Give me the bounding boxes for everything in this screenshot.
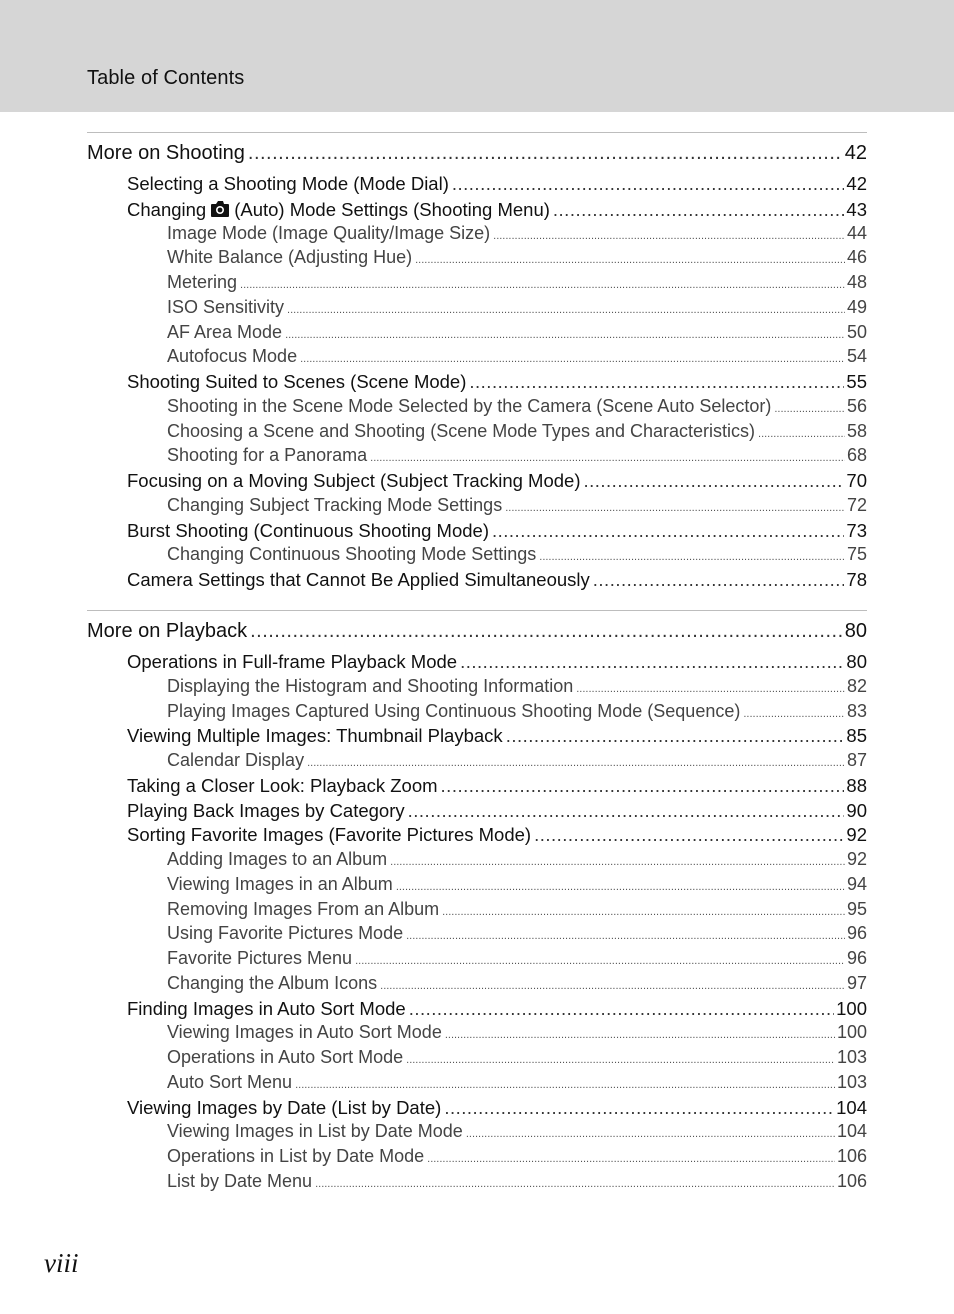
dot-leader (396, 881, 845, 893)
dot-leader (248, 142, 843, 165)
dot-leader (442, 906, 845, 918)
toc-page-number: 73 (846, 519, 867, 541)
toc-page-number: 106 (836, 1146, 867, 1166)
toc-subentry[interactable] (167, 676, 867, 697)
toc-page-number: 104 (836, 1121, 867, 1142)
dot-leader (452, 173, 845, 195)
toc-entry-text (127, 775, 438, 797)
toc-page-number: 44 (846, 222, 867, 243)
dot-leader (406, 930, 845, 942)
toc-entry-text (127, 998, 406, 1020)
dot-leader (355, 955, 845, 967)
toc-entry[interactable] (127, 824, 867, 846)
toc-entry-text (167, 1072, 292, 1093)
toc-subentry[interactable] (167, 849, 867, 870)
toc-entry[interactable] (127, 725, 867, 747)
section-divider (87, 132, 867, 133)
toc-entry-text (167, 1146, 424, 1167)
toc-page-number: 50 (846, 321, 867, 342)
toc-subentry[interactable] (167, 1072, 867, 1093)
toc-entry-label: Finding Images in Auto Sort Mode (127, 997, 406, 1019)
toc-entry-text (167, 1121, 463, 1142)
toc-subentry[interactable] (167, 322, 867, 343)
toc-entry-text (167, 948, 352, 969)
dot-leader (240, 279, 845, 291)
toc-entry[interactable] (127, 998, 867, 1020)
toc-entry-text (167, 421, 755, 442)
dot-leader (466, 1128, 835, 1140)
toc-page-number: 80 (846, 651, 867, 672)
toc-subentry[interactable] (167, 247, 867, 268)
toc-entry-text (127, 725, 503, 747)
toc-entry-text (167, 544, 536, 565)
toc-subentry[interactable] (167, 223, 867, 244)
dot-leader (287, 304, 845, 316)
dot-leader (505, 502, 845, 514)
toc-entry-text (167, 849, 387, 870)
toc-page-number: 100 (836, 997, 867, 1019)
toc-entry-label-prefix: Changing (127, 198, 207, 220)
header-band (0, 0, 954, 112)
toc-entry-text (167, 676, 573, 697)
toc-entry-text (127, 198, 550, 221)
dot-leader (300, 353, 845, 365)
toc-page-number: 75 (846, 544, 867, 565)
toc-entry-text (127, 569, 590, 591)
toc-entry-label: Calendar Display (167, 750, 305, 770)
toc-entry-text (127, 824, 531, 846)
toc-entry-text (167, 247, 412, 268)
toc-entry-label: Burst Shooting (Continuous Shooting Mode) (127, 519, 489, 541)
toc-entry-text (167, 899, 439, 920)
toc-page-number: 94 (846, 873, 867, 894)
dot-leader (427, 1153, 835, 1165)
dot-leader (445, 1029, 835, 1041)
toc-section-heading[interactable] (87, 620, 867, 643)
toc-entry-text (127, 1097, 441, 1119)
toc-entry-text (167, 750, 304, 771)
toc-entry-label: Choosing a Scene and Shooting (Scene Mode Types and Characteristics) (167, 420, 756, 441)
toc-entry-label: Shooting in the Scene Mode Selected by the Camera (Scene Auto Selector) (167, 395, 772, 416)
dot-leader (593, 569, 845, 591)
toc-page-number: 70 (846, 470, 867, 491)
toc-entry-text (127, 173, 449, 195)
toc-entry-label: List by Date Menu (167, 1170, 313, 1191)
dot-leader (380, 980, 845, 992)
dot-leader (250, 620, 843, 643)
toc-entry-label: Adding Images to an Album (167, 849, 388, 869)
toc-entry-label: Shooting for a Panorama (167, 445, 368, 466)
toc-entry-text (127, 651, 457, 673)
toc-entry-label: Removing Images From an Album (167, 898, 440, 919)
toc-entry-label: Viewing Images in Auto Sort Mode (167, 1022, 442, 1043)
toc-entry-label: ISO Sensitivity (167, 296, 285, 317)
toc-page-number: 85 (846, 725, 867, 747)
dot-leader (539, 551, 845, 563)
toc-entry-label: Auto Sort Menu (167, 1071, 293, 1092)
toc-entry-label: Playing Back Images by Category (127, 799, 405, 821)
dot-leader (774, 403, 845, 415)
dot-leader (408, 800, 845, 822)
toc-subentry[interactable] (167, 1022, 867, 1043)
toc-entry-label: Taking a Closer Look: Playback Zoom (127, 774, 438, 796)
toc-entry-text (167, 1022, 442, 1043)
toc-entry-text (167, 223, 490, 244)
toc-entry-label: Viewing Multiple Images: Thumbnail Playback (127, 725, 503, 747)
toc-entry-label: Image Mode (Image Quality/Image Size) (167, 222, 491, 243)
toc-entry-text (167, 272, 237, 293)
toc-entry-text (167, 973, 377, 994)
toc-entry-text (167, 322, 282, 343)
toc-entry-text (127, 371, 466, 393)
toc-entry[interactable] (127, 569, 867, 591)
toc-entry[interactable] (127, 371, 867, 393)
toc-page-number: 103 (836, 1071, 867, 1092)
toc-subentry[interactable] (167, 750, 867, 771)
toc-entry-label: Viewing Images by Date (List by Date) (127, 1096, 442, 1118)
dot-leader (583, 470, 844, 492)
toc-subentry[interactable] (167, 899, 867, 920)
toc-entry-text (167, 1047, 403, 1068)
dot-leader (285, 329, 845, 341)
dot-leader (469, 371, 844, 393)
toc-entry-label: Operations in Auto Sort Mode (167, 1047, 404, 1067)
toc-subentry[interactable] (167, 272, 867, 293)
toc-heading-label: More on Shooting (87, 142, 245, 164)
toc-entry-label: Focusing on a Moving Subject (Subject Tracking Mode) (127, 470, 581, 491)
toc-entry[interactable] (127, 800, 867, 822)
toc-entry-label: Selecting a Shooting Mode (Mode Dial) (127, 173, 449, 194)
dot-leader (493, 230, 845, 242)
dot-leader (441, 775, 845, 797)
toc-entry-label: Autofocus Mode (167, 346, 298, 367)
toc-entry-label: Viewing Images in List by Date Mode (167, 1121, 463, 1142)
toc-page-number: 56 (846, 395, 867, 416)
toc-page-number: 83 (846, 700, 867, 721)
dot-leader (553, 199, 845, 221)
section-divider (87, 610, 867, 611)
dot-leader (370, 452, 845, 464)
dot-leader (758, 428, 845, 440)
toc-entry[interactable] (127, 470, 867, 492)
toc-page-number: 96 (846, 923, 867, 944)
toc-entry-label: Displaying the Histogram and Shooting Information (167, 675, 574, 696)
dot-leader (295, 1079, 835, 1091)
toc-page-number: 97 (846, 972, 867, 993)
toc-page-number: 106 (836, 1170, 867, 1191)
toc-page-number: 103 (836, 1047, 867, 1067)
toc-subentry[interactable] (167, 701, 867, 722)
toc-entry-label: Operations in Full-frame Playback Mode (127, 651, 458, 672)
toc-entry-label: Metering (167, 272, 238, 292)
toc-subentry[interactable] (167, 874, 867, 895)
toc-page-number: 90 (846, 799, 867, 821)
toc-page-number: 72 (846, 494, 867, 515)
toc-page-number: 82 (846, 675, 867, 696)
toc-entry-label: Changing Subject Tracking Mode Settings (167, 494, 503, 515)
toc-entry-label: Using Favorite Pictures Mode (167, 923, 404, 944)
toc-entry-text (167, 445, 367, 466)
dot-leader (743, 708, 845, 720)
toc-page-number: 46 (846, 247, 867, 268)
toc-entry[interactable] (127, 198, 867, 221)
toc-subentry[interactable] (167, 1171, 867, 1192)
dot-leader (576, 683, 845, 695)
auto-mode-camera-icon (210, 200, 230, 218)
toc-page-number: 48 (846, 272, 867, 292)
toc-subentry[interactable] (167, 445, 867, 466)
page-title: Table of Contents (87, 67, 245, 89)
toc-subentry[interactable] (167, 1121, 867, 1142)
toc-entry-label: Operations in List by Date Mode (167, 1146, 425, 1166)
toc-subentry[interactable] (167, 297, 867, 318)
toc-entry-text (167, 297, 284, 318)
dot-leader (492, 520, 844, 542)
toc-page-number: 68 (846, 445, 867, 466)
toc-entry-text (167, 1171, 312, 1192)
toc-subentry[interactable] (167, 396, 867, 417)
dot-leader (307, 757, 845, 769)
page-number: viii (44, 1248, 79, 1278)
toc-page-number: 95 (846, 898, 867, 919)
toc-page-number: 87 (846, 750, 867, 770)
toc-entry-label: Changing Continuous Shooting Mode Settings (167, 544, 537, 565)
dot-leader (415, 254, 845, 266)
toc-page-number: 58 (846, 420, 867, 441)
toc-page-number: 42 (844, 142, 867, 164)
toc-page-number: 43 (846, 198, 867, 220)
toc-heading-label: More on Playback (87, 620, 248, 642)
toc-entry[interactable] (127, 520, 867, 542)
toc-page-number: 49 (846, 296, 867, 317)
toc-subentry[interactable] (167, 544, 867, 565)
toc-entry-text (167, 495, 502, 516)
dot-leader (390, 856, 845, 868)
toc-page-number: 100 (836, 1022, 867, 1043)
dot-leader (315, 1178, 835, 1190)
toc-entry-text (127, 470, 580, 492)
toc-entry-label: Shooting Suited to Scenes (Scene Mode) (127, 371, 467, 392)
toc-page-number: 78 (846, 569, 867, 590)
toc-section-heading[interactable] (87, 142, 867, 165)
toc-subentry[interactable] (167, 421, 867, 442)
toc-entry[interactable] (127, 1097, 867, 1119)
toc-page-number: 42 (846, 173, 867, 194)
toc-page-number: 96 (846, 948, 867, 968)
dot-leader (506, 725, 845, 747)
toc-entry-text (167, 396, 771, 417)
dot-leader (460, 651, 844, 673)
toc-entry-text (127, 520, 489, 542)
toc-subentry[interactable] (167, 1146, 867, 1167)
toc-entry[interactable] (127, 173, 867, 195)
toc-page-number: 92 (846, 849, 867, 869)
toc-entry[interactable] (127, 651, 867, 673)
toc-entry-label: Sorting Favorite Images (Favorite Pictures Mode) (127, 824, 532, 846)
toc-page-number: 88 (846, 774, 867, 796)
toc-subentry[interactable] (167, 495, 867, 516)
toc-entry-text (127, 800, 405, 822)
toc-subentry[interactable] (167, 973, 867, 994)
toc-page-number: 80 (844, 620, 867, 642)
toc-page-number: 55 (846, 371, 867, 392)
toc-subentry[interactable] (167, 346, 867, 367)
toc-entry-text (167, 701, 740, 722)
toc-entry-text (167, 874, 393, 895)
toc-subentry[interactable] (167, 948, 867, 969)
toc-page-number: 54 (846, 346, 867, 367)
dot-leader (406, 1054, 835, 1066)
toc-entry-label: Camera Settings that Cannot Be Applied Simultaneously (127, 569, 590, 590)
toc-entry-label: (Auto) Mode Settings (Shooting Menu) (234, 198, 550, 220)
dot-leader (409, 998, 834, 1020)
toc-subentry[interactable] (167, 1047, 867, 1068)
toc-subentry[interactable] (167, 923, 867, 944)
dot-leader (534, 824, 844, 846)
toc-page-number: 104 (836, 1096, 867, 1118)
toc-entry-label: Favorite Pictures Menu (167, 948, 353, 968)
toc-entry-label: Changing the Album Icons (167, 972, 378, 993)
toc-entry-label: White Balance (Adjusting Hue) (167, 247, 413, 268)
toc-entry-text (167, 923, 403, 944)
toc-entry-text (167, 346, 297, 367)
toc-entry-label: Viewing Images in an Album (167, 873, 393, 894)
toc-entry-label: AF Area Mode (167, 321, 283, 342)
toc-entry-label: Playing Images Captured Using Continuous Shooting Mode (Sequence) (167, 700, 741, 721)
toc-page-number: 92 (846, 824, 867, 846)
dot-leader (444, 1097, 834, 1119)
toc-entry[interactable] (127, 775, 867, 797)
